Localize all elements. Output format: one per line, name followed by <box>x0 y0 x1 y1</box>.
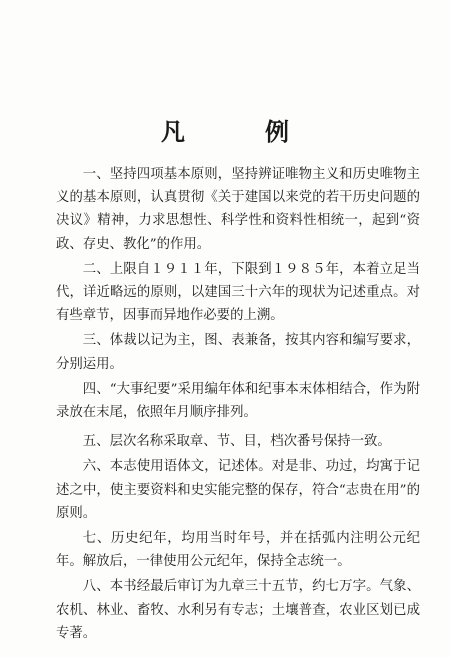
paragraph-3: 三、体裁以记为主，图、表兼备，按其内容和编写要求，分别运用。 <box>56 333 420 372</box>
paragraph-8: 八、本书经最后审订为九章三十五节，约七万字。气象、农机、林业、畜牧、水利另有专志；土壤普查，农业区划已成专著。 <box>56 579 420 641</box>
paragraph-2: 二、上限自１９１１年，下限到１９８５年，本着立足当代，详近略远的原则，以建国三十六年的现状为记述重点。对有些章节，因事而异地作必要的上溯。 <box>56 261 420 324</box>
paragraph-6: 六、本志使用语体文，记述体。对是非、功过，均寓于记述之中，使主要资料和史实能完整的保存，符合“志贵在用”的原则。 <box>56 459 420 521</box>
document-body <box>56 163 420 647</box>
paragraph-7: 七、历史纪年，均用当时年号，并在括弧内注明公元纪年。解放后，一律使用公元纪年，保持全志统一。 <box>56 531 420 570</box>
paragraph-5: 五、层次名称采取章、节、目，档次番号保持一致。 <box>82 434 391 450</box>
paragraph-4: 四、“大事纪要”采用编年体和纪事本末体相结合，作为附录放在末尾，依照年月顺序排列。 <box>56 381 420 421</box>
paragraph-1: 一、坚持四项基本原则，坚持辨证唯物主义和历史唯物主义的基本原则，认真贯彻《关于建国以来党的若干历史问题的决议》精神，力求思想性、科学性和资料性相统一，起到“资政、存史、教化”的作用。 <box>56 167 420 252</box>
page-title: 凡 例 <box>161 118 317 146</box>
